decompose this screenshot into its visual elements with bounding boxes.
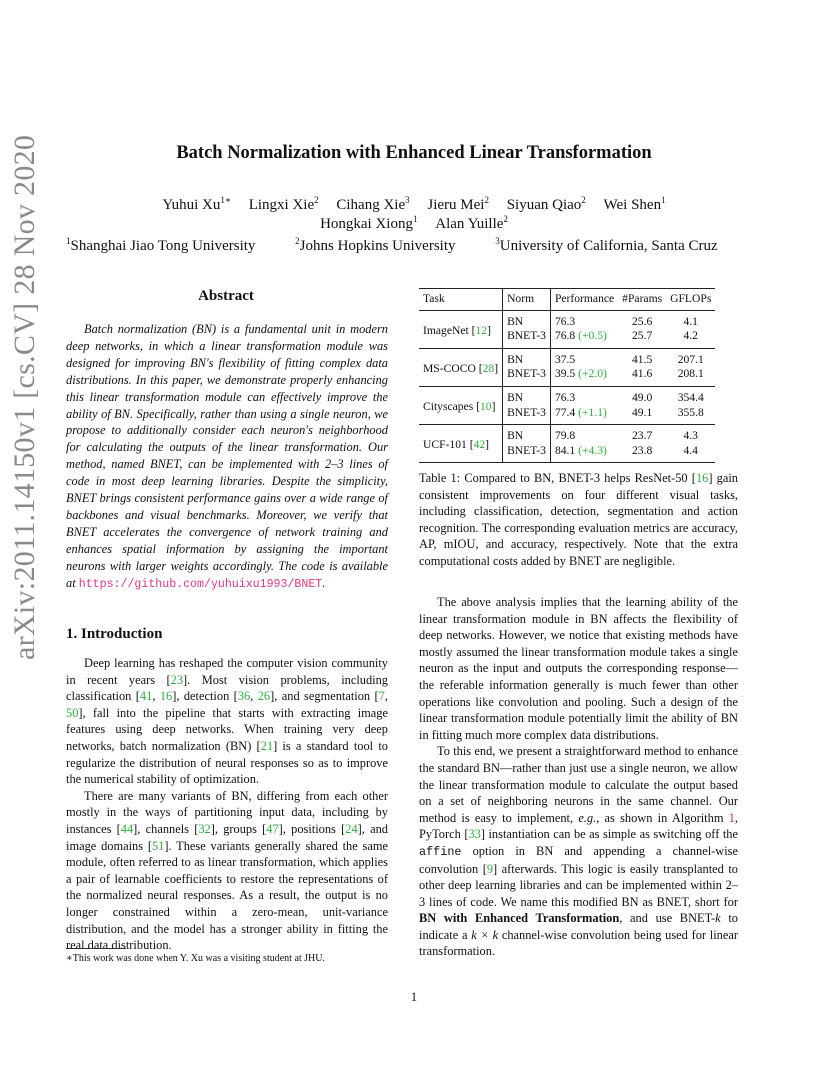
affiliations bbox=[66, 236, 762, 256]
citation-link[interactable]: 23 bbox=[170, 672, 184, 687]
intro-column bbox=[66, 655, 388, 954]
citation-link[interactable]: 7 bbox=[378, 689, 385, 704]
params-cell: 41.5 bbox=[631, 352, 653, 366]
citation-link[interactable]: 24 bbox=[345, 821, 358, 836]
perf-cell: 76.3 bbox=[550, 310, 618, 329]
perf-cell: 76.8 (+0.5) bbox=[550, 329, 618, 348]
affiliation: $^3$University of California, Santa Cruz bbox=[495, 236, 718, 254]
intro-paragraph-2: There are many variants of BN, differing from each other mostly in the ways of partitioning input data, including by instances [44], channels [32], groups [47], positions [24], and image domains [51]. These variants generally shared the same module, often referred to as linear transformation, which applies a pair of learnable coefficients to restore the representations of the normalized neural responses. As a result, the output is no longer constrained within a zero-mean, unit-variance distribution, and the model has a stronger ability in fitting the real data distribution. bbox=[66, 788, 388, 953]
citation-link[interactable]: 16 bbox=[159, 689, 173, 704]
footnote-rule bbox=[66, 948, 126, 949]
perf-gain: (+4.3) bbox=[578, 443, 607, 457]
col-header-norm: Norm bbox=[503, 289, 551, 311]
task-cell: Cityscapes [10] bbox=[423, 400, 496, 414]
algorithm-link[interactable]: 1 bbox=[728, 810, 735, 825]
citation-link[interactable]: 42 bbox=[473, 438, 486, 452]
citation-link[interactable]: 26 bbox=[257, 689, 271, 704]
perf-cell: 39.5 (+2.0) bbox=[550, 367, 618, 386]
norm-cell: BN bbox=[503, 386, 551, 405]
perf-cell: 79.8 bbox=[550, 425, 618, 444]
citation-link[interactable]: 10 bbox=[480, 400, 492, 414]
author: Yuhui $Xu^{1∗}$ bbox=[162, 195, 231, 213]
perf-cell: 77.4 (+1.1) bbox=[550, 406, 618, 425]
task-cell: UCF-101 [42] bbox=[423, 438, 490, 452]
citation-link[interactable]: 28 bbox=[482, 362, 495, 376]
gflops-cell: 208.1 bbox=[677, 367, 704, 381]
author: Lingxi Xie$^2$ bbox=[248, 195, 319, 213]
task-cell: ImageNet [12] bbox=[423, 323, 491, 337]
perf-gain: (+0.5) bbox=[578, 329, 607, 343]
gflops-cell: 4.4 bbox=[683, 443, 698, 457]
citation-link[interactable]: 47 bbox=[266, 821, 279, 836]
norm-cell: BNET-3 bbox=[503, 367, 551, 386]
norm-cell: BN bbox=[503, 348, 551, 367]
task-cell: MS-COCO [28] bbox=[423, 362, 499, 376]
affiliation: $^2$Johns Hopkins University bbox=[295, 236, 456, 254]
params-cell: 25.7 bbox=[631, 329, 653, 343]
citation-link[interactable]: 50 bbox=[66, 705, 79, 720]
arxiv-stamp: arXiv:2011.14150v1 [cs.CV] 28 Nov 2020 bbox=[8, 134, 41, 660]
section-heading-introduction: 1. Introduction bbox=[66, 626, 163, 642]
body-paragraph: To this end, we present a straightforward method to enhance the standard BN—rather than just use a single neuron, we allow the linear transformation module to calculate the output based on a set of neighboring neurons in the same channel. Our method is easy to implement, e.g., as shown in Algorithm 1, PyTorch [33] instantiation can be as simple as switching off the affine option in BN and appending a channel-wise convolution [9] afterwards. This logic is easily transplanted to other deep learning libraries and can be implemented within 2–3 lines of code. We name this modified BN as BNET, short for BN with Enhanced Transformation, and use BNET-k to indicate a k × k channel-wise convolution being used for linear transformation. bbox=[419, 744, 738, 959]
gflops-cell: 207.1 bbox=[677, 352, 704, 366]
citation-link[interactable]: 33 bbox=[468, 827, 481, 842]
citation-link[interactable]: 9 bbox=[486, 861, 494, 876]
results-table bbox=[419, 288, 735, 463]
table-caption: Table 1: Compared to BN, BNET-3 helps ResNet-50 [16] gain consistent improvements on four different visual tasks, including classification, detection, segmentation and action recognition. The corresponding evaluation metrics are accuracy, AP, mIOU, and accuracy, respectively. Note that the extra computational costs added by BNET are negligible. bbox=[419, 471, 738, 568]
code-url-link[interactable]: https://github.com/yuhuixu1993/BNET bbox=[78, 577, 323, 591]
footnote: ∗This work was done when Y. Xu was a visiting student at JHU. bbox=[66, 953, 325, 964]
citation-link[interactable]: 12 bbox=[475, 323, 488, 337]
gflops-cell: 4.3 bbox=[683, 429, 698, 443]
author: Siyuan Qiao$^2$ bbox=[506, 195, 586, 213]
right-column bbox=[419, 594, 738, 960]
citation-link[interactable]: 51 bbox=[151, 838, 165, 853]
perf-cell: 84.1 (+4.3) bbox=[550, 444, 618, 463]
affiliation: $^1$Shanghai Jiao Tong University bbox=[66, 236, 256, 254]
col-header-task: Task bbox=[423, 292, 445, 305]
perf-cell: 37.5 bbox=[550, 348, 618, 367]
params-cell: 23.7 bbox=[631, 429, 653, 443]
params-cell: 23.8 bbox=[631, 443, 653, 457]
author: Cihang Xie$^3$ bbox=[336, 195, 410, 213]
citation-link[interactable]: 41 bbox=[139, 689, 153, 704]
col-header-params: #Params bbox=[622, 292, 663, 305]
perf-cell: 76.3 bbox=[550, 386, 618, 405]
gflops-cell: 4.2 bbox=[683, 329, 698, 343]
abstract-body: Batch normalization (BN) is a fundamental unit in modern deep networks, in which a linear transformation module was designed for improving BN's flexibility of fitting complex data distributions. In this paper, we demonstrate properly enhancing this linear transformation module can effectively improve the ability of BN. Specifically, rather than using a single neuron, we propose to additionally consider each neuron's neighborhood for calculating the outputs of the linear transformation. Our method, named BNET, can be implemented with 2–3 lines of code in most deep learning libraries. Despite the simplicity, BNET brings consistent performance gains over a wide range of backbones and visual benchmarks. Moreover, we verify that BNET accelerates the convergence of network training and enhances spatial information by assigning the important neurons with larger weights accordingly. The code is available at https://github.com/yuhuixu1993/BNET. bbox=[66, 322, 388, 591]
citation-link[interactable]: 32 bbox=[198, 821, 211, 836]
author: Wei Shen$^1$ bbox=[603, 195, 666, 213]
table-row bbox=[419, 386, 715, 405]
params-cell: 49.1 bbox=[631, 405, 653, 419]
body-paragraph: The above analysis implies that the learning ability of the linear transformation module in BN affects the flexibility of deep networks. However, we notice that existing methods have mostly assumed the linear transformation module takes a single neuron as the input and outputs the corresponding response—the referable information generally is much fewer than other operations like convolution and pooling. Such a design of the linear transformation module potentially limit the ability of BN in fitting much more complex data distributions. bbox=[419, 595, 738, 742]
perf-gain: (+2.0) bbox=[578, 367, 607, 381]
norm-cell: BNET-3 bbox=[503, 406, 551, 425]
citation-link[interactable]: 36 bbox=[237, 689, 251, 704]
gflops-cell: 354.4 bbox=[677, 390, 704, 404]
abstract-heading: Abstract bbox=[198, 288, 254, 304]
author-line-2 bbox=[0, 214, 828, 234]
table-row bbox=[419, 348, 715, 367]
table-header-row bbox=[419, 289, 715, 311]
table-row bbox=[419, 310, 715, 329]
gflops-cell: 355.8 bbox=[677, 405, 704, 419]
params-cell: 41.6 bbox=[631, 367, 653, 381]
perf-gain: (+1.1) bbox=[578, 405, 607, 419]
paper-title: Batch Normalization with Enhanced Linear Transformation bbox=[176, 143, 652, 163]
col-header-performance: Performance bbox=[550, 289, 618, 311]
citation-link[interactable]: 16 bbox=[695, 471, 709, 485]
author: Alan Yuille$^2$ bbox=[435, 214, 508, 232]
params-cell: 25.6 bbox=[631, 314, 653, 328]
norm-cell: BN bbox=[503, 425, 551, 444]
inline-code: affine bbox=[419, 844, 462, 859]
norm-cell: BNET-3 bbox=[503, 329, 551, 348]
page-number: 1 bbox=[410, 990, 418, 1004]
norm-cell: BN bbox=[503, 310, 551, 329]
intro-paragraph-1: Deep learning has reshaped the computer vision community in recent years [23]. Most vision problems, including classification [41, 16], detection [36, 26], and segmentation [7, 50], fall into the pipeline that starts with extracting image features using deep networks. When training very deep networks, batch normalization (BN) [21] is a standard tool to regularize the distribution of neural responses so as to improve the numerical stability of optimization. bbox=[66, 656, 388, 787]
author: Jieru Mei$^2$ bbox=[427, 195, 489, 213]
col-header-gflops: GFLOPs bbox=[670, 292, 712, 305]
params-cell: 49.0 bbox=[631, 390, 653, 404]
author: Hongkai Xiong$^1$ bbox=[320, 214, 418, 232]
author-line-1 bbox=[0, 195, 828, 215]
citation-link[interactable]: 44 bbox=[120, 821, 134, 836]
table-row bbox=[419, 425, 715, 444]
gflops-cell: 4.1 bbox=[683, 314, 698, 328]
norm-cell: BNET-3 bbox=[503, 444, 551, 463]
citation-link[interactable]: 21 bbox=[260, 738, 274, 753]
